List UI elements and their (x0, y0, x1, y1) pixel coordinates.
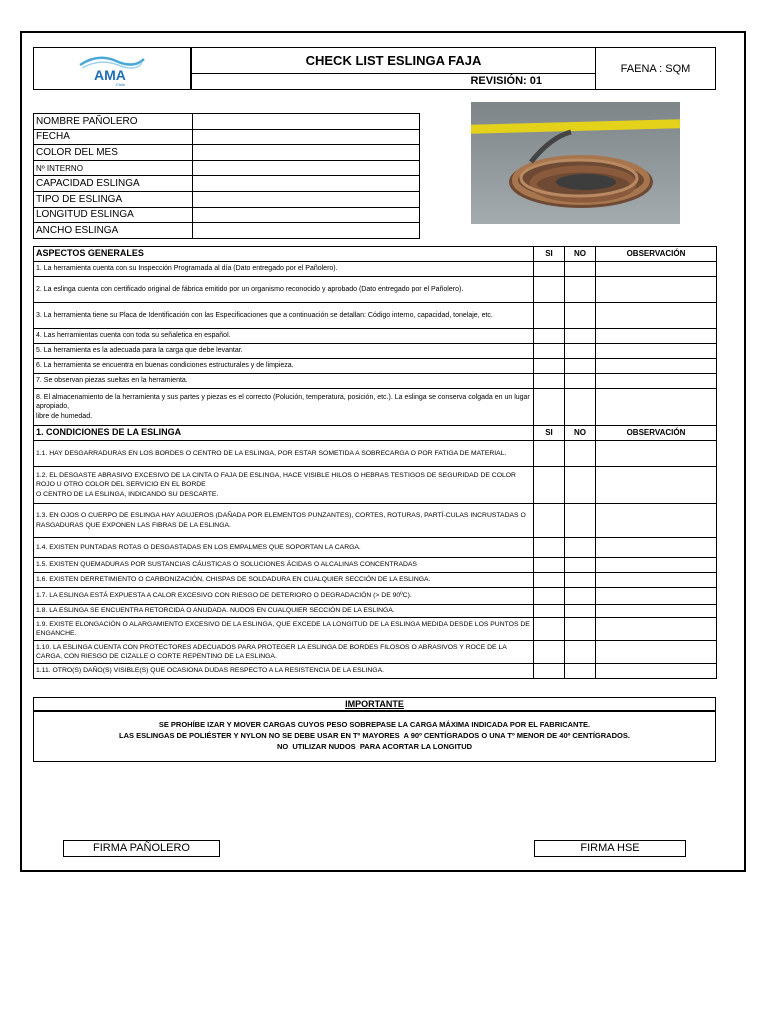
important-line: SE PROHÍBE IZAR Y MOVER CARGAS CUYOS PESO SOBREPASE LA CARGA MÁXIMA INDICADA POR EL FABRICANTE. (158, 720, 591, 729)
observacion-field[interactable] (596, 467, 717, 504)
observacion-field[interactable] (596, 573, 717, 588)
checklist-item-row (34, 467, 717, 504)
info-value-field[interactable] (193, 207, 420, 223)
info-row (34, 223, 420, 239)
info-row (34, 176, 420, 192)
info-table (33, 113, 420, 239)
checklist-item-text: 5. La herramienta es la adecuada para la carga que debe levantar. (34, 344, 534, 359)
section-header-row (34, 426, 717, 441)
info-row (34, 207, 420, 223)
observacion-field[interactable] (596, 359, 717, 374)
checklist-item-text: 1.7. LA ESLINGA ESTÁ EXPUESTA A CALOR EXCESIVO CON RIESGO DE DETERIORO O DEGRADACIÓN (> DE 90ºC). (34, 588, 534, 605)
checklist-item-text: 2. La eslinga cuenta con certificado original de fábrica emitido por un organismo reconocido y aprobado (Dato entregado por el Pañolero). (34, 277, 534, 303)
logo-subtext: Chile (116, 81, 126, 87)
no-checkbox-cell[interactable] (565, 641, 596, 664)
checklist-item-row (34, 389, 717, 426)
important-title: IMPORTANTE (345, 699, 404, 709)
info-value-field[interactable] (193, 114, 420, 130)
checklist-item-row (34, 374, 717, 389)
checklist-item-text: 4. Las herramientas cuenta con toda su señaletica en español. (34, 329, 534, 344)
info-value-field[interactable] (193, 145, 420, 161)
checklist-item-row (34, 558, 717, 573)
observacion-field[interactable] (596, 374, 717, 389)
checklist-item-text: 1.3. EN OJOS O CUERPO DE ESLINGA HAY AGUJEROS (DAÑADA POR ELEMENTOS PUNZANTES), CORTES, ROTURAS, PARTÍ-CULAS INCRUSTADAS O RASGADURAS QUE EXPONEN LAS FIBRAS DE LA ESLINGA. (34, 504, 534, 538)
info-label: LONGITUD ESLINGA (34, 207, 193, 223)
observacion-field[interactable] (596, 262, 717, 277)
si-checkbox-cell[interactable] (534, 359, 565, 374)
no-checkbox-cell[interactable] (565, 344, 596, 359)
signature-hse[interactable]: FIRMA HSE (534, 840, 686, 857)
faena-label: FAENA : SQM (595, 47, 716, 90)
info-value-field[interactable] (193, 160, 420, 176)
info-value-field[interactable] (193, 191, 420, 207)
checklist-item-text: 8. El almacenamiento de la herramienta y sus partes y piezas es el correcto (Polución, temperatura, posición, etc.). La eslinga se conserva colgada en un lugar apropiado, libre de humedad. (34, 389, 534, 426)
no-checkbox-cell[interactable] (565, 504, 596, 538)
checklist-item-row (34, 329, 717, 344)
info-label: FECHA (34, 129, 193, 145)
si-checkbox-cell[interactable] (534, 389, 565, 426)
ama-logo-icon (72, 51, 152, 87)
checklist-item-row (34, 262, 717, 277)
checklist-item-text: 7. Se observan piezas sueltas en la herramienta. (34, 374, 534, 389)
si-checkbox-cell[interactable] (534, 329, 565, 344)
info-row (34, 114, 420, 130)
sling-photo (471, 102, 680, 224)
info-label: Nº INTERNO (34, 160, 193, 176)
checklist-item-row (34, 441, 717, 467)
no-checkbox-cell[interactable] (565, 573, 596, 588)
observacion-field[interactable] (596, 329, 717, 344)
col-no-header: NO (565, 247, 596, 262)
si-checkbox-cell[interactable] (534, 277, 565, 303)
observacion-field[interactable] (596, 588, 717, 605)
company-logo (33, 47, 191, 90)
info-label: NOMBRE PAÑOLERO (34, 114, 193, 130)
no-checkbox-cell[interactable] (565, 538, 596, 558)
checklist-item-row (34, 618, 717, 641)
info-label: ANCHO ESLINGA (34, 223, 193, 239)
no-checkbox-cell[interactable] (565, 359, 596, 374)
checklist-item-row (34, 538, 717, 558)
observacion-field[interactable] (596, 504, 717, 538)
observacion-field[interactable] (596, 664, 717, 679)
si-checkbox-cell[interactable] (534, 558, 565, 573)
no-checkbox-cell[interactable] (565, 329, 596, 344)
si-checkbox-cell[interactable] (534, 588, 565, 605)
checklist-item-text: 1.4. EXISTEN PUNTADAS ROTAS O DESGASTADAS EN LOS EMPALMES QUE SOPORTAN LA CARGA. (34, 538, 534, 558)
observacion-field[interactable] (596, 389, 717, 426)
important-line: LAS ESLINGAS DE POLIÉSTER Y NYLON NO SE DEBE USAR EN Tº MAYORES A 90º CENTÍGRADOS O UNA Tº MENOR DE 40º CENTÍGRADOS. (119, 731, 630, 740)
checklist-item-text: 1.1. HAY DESGARRADURAS EN LOS BORDES O CENTRO DE LA ESLINGA, POR ESTAR SOMETIDA A SOBRECARGA O POR FATIGA DE MATERIAL. (34, 441, 534, 467)
checklist-item-row (34, 277, 717, 303)
observacion-field[interactable] (596, 558, 717, 573)
section-header-row (34, 247, 717, 262)
no-checkbox-cell[interactable] (565, 467, 596, 504)
si-checkbox-cell[interactable] (534, 441, 565, 467)
checklist-item-text: 3. La herramienta tiene su Placa de Identificación con las Especificaciones que a continuación se detallan: Código interno, capacidad, tonelaje, etc. (34, 303, 534, 329)
document-title: CHECK LIST ESLINGA FAJA (191, 47, 596, 74)
no-checkbox-cell[interactable] (565, 389, 596, 426)
no-checkbox-cell[interactable] (565, 441, 596, 467)
no-checkbox-cell[interactable] (565, 664, 596, 679)
checklist-item-text: 1.10. LA ESLINGA CUENTA CON PROTECTORES ADECUADOS PARA PROTEGER LA ESLINGA DE BORDES FILOSOS O ABRASIVOS Y ROCE DE LA CARGA, CON RIESGO DE CIZALLE O CORTE REPENTINO DE LA ESLINGA. (34, 641, 534, 664)
info-row (34, 129, 420, 145)
col-no-header: NO (565, 426, 596, 441)
si-checkbox-cell[interactable] (534, 605, 565, 618)
checklist-item-row (34, 303, 717, 329)
si-checkbox-cell[interactable] (534, 573, 565, 588)
info-row (34, 160, 420, 176)
si-checkbox-cell[interactable] (534, 262, 565, 277)
no-checkbox-cell[interactable] (565, 558, 596, 573)
si-checkbox-cell[interactable] (534, 374, 565, 389)
si-checkbox-cell[interactable] (534, 641, 565, 664)
observacion-field[interactable] (596, 441, 717, 467)
col-observacion-header: OBSERVACIÓN (596, 247, 717, 262)
checklist-item-row (34, 359, 717, 374)
no-checkbox-cell[interactable] (565, 618, 596, 641)
info-row (34, 191, 420, 207)
si-checkbox-cell[interactable] (534, 344, 565, 359)
important-line: NO UTILIZAR NUDOS PARA ACORTAR LA LONGITUD (276, 742, 473, 751)
checklist-item-text: 1.5. EXISTEN QUEMADURAS POR SUSTANCIAS CÁUSTICAS O SOLUCIONES ÁCIDAS O ALCALINAS CONCENTRADAS (34, 558, 534, 573)
info-label: TIPO DE ESLINGA (34, 191, 193, 207)
observacion-field[interactable] (596, 641, 717, 664)
checklist-table (33, 246, 717, 679)
section-title: ASPECTOS GENERALES (34, 247, 534, 262)
no-checkbox-cell[interactable] (565, 262, 596, 277)
info-row (34, 145, 420, 161)
no-checkbox-cell[interactable] (565, 303, 596, 329)
checklist-item-row (34, 344, 717, 359)
observacion-field[interactable] (596, 303, 717, 329)
observacion-field[interactable] (596, 605, 717, 618)
observacion-field[interactable] (596, 618, 717, 641)
observacion-field[interactable] (596, 344, 717, 359)
logo-text: AMA (94, 66, 126, 83)
important-notes (33, 711, 716, 762)
checklist-item-row (34, 641, 717, 664)
no-checkbox-cell[interactable] (565, 588, 596, 605)
checklist-item-text: 1.8. LA ESLINGA SE ENCUENTRA RETORCIDA O ANUDADA. NUDOS EN CUALQUIER SECCIÓN DE LA ESLINGA. (34, 605, 534, 618)
info-label: COLOR DEL MES (34, 145, 193, 161)
si-checkbox-cell[interactable] (534, 467, 565, 504)
checklist-item-row (34, 588, 717, 605)
checklist-item-text: 6. La herramienta se encuentra en buenas condiciones estructurales y de limpieza. (34, 359, 534, 374)
no-checkbox-cell[interactable] (565, 605, 596, 618)
no-checkbox-cell[interactable] (565, 374, 596, 389)
col-si-header: SI (534, 426, 565, 441)
checklist-item-row (34, 504, 717, 538)
observacion-field[interactable] (596, 277, 717, 303)
checklist-item-row (34, 605, 717, 618)
checklist-item-row (34, 573, 717, 588)
no-checkbox-cell[interactable] (565, 277, 596, 303)
checklist-item-text: 1.9. EXISTE ELONGACIÓN O ALARGAMIENTO EXCESIVO DE LA ESLINGA, QUE EXCEDE LA LONGITUD DE LA ESLINGA MEDIDA DESDE LOS PUNTOS DE ENGANCHE. (34, 618, 534, 641)
section-title: 1. CONDICIONES DE LA ESLINGA (34, 426, 534, 441)
checklist-item-text: 1.11. OTRO(S) DAÑO(S) VISIBLE(S) QUE OCASIONA DUDAS RESPECTO A LA RESISTENCIA DE LA ESLINGA. (34, 664, 534, 679)
signature-panolero[interactable]: FIRMA PAÑOLERO (63, 840, 220, 857)
checklist-item-text: 1. La herramienta cuenta con su Inspección Programada al día (Dato entregado por el Pañolero). (34, 262, 534, 277)
checklist-item-text: 1.6. EXISTEN DERRETIMIENTO O CARBONIZACIÓN, CHISPAS DE SOLDADURA EN CUALQUIER SECCIÓN DE LA ESLINGA. (34, 573, 534, 588)
si-checkbox-cell[interactable] (534, 618, 565, 641)
info-label: CAPACIDAD ESLINGA (34, 176, 193, 192)
info-value-field[interactable] (193, 176, 420, 192)
checklist-item-row (34, 664, 717, 679)
col-observacion-header: OBSERVACIÓN (596, 426, 717, 441)
si-checkbox-cell[interactable] (534, 664, 565, 679)
si-checkbox-cell[interactable] (534, 538, 565, 558)
info-value-field[interactable] (193, 223, 420, 239)
si-checkbox-cell[interactable] (534, 504, 565, 538)
important-header (33, 697, 716, 711)
info-value-field[interactable] (193, 129, 420, 145)
checklist-item-text: 1.2. EL DESGASTE ABRASIVO EXCESIVO DE LA CINTA O FAJA DE ESLINGA, HACE VISIBLE HILOS O HEBRAS TESTIGOS DE SEGURIDAD DE COLOR ROJO U OTRO COLOR DEL SERVICIO EN EL BORDE O CENTRO DE LA ESLINGA, INDICANDO SU DESCARTE. (34, 467, 534, 504)
col-si-header: SI (534, 247, 565, 262)
revision-label: REVISIÓN: 01 (191, 73, 596, 90)
si-checkbox-cell[interactable] (534, 303, 565, 329)
observacion-field[interactable] (596, 538, 717, 558)
